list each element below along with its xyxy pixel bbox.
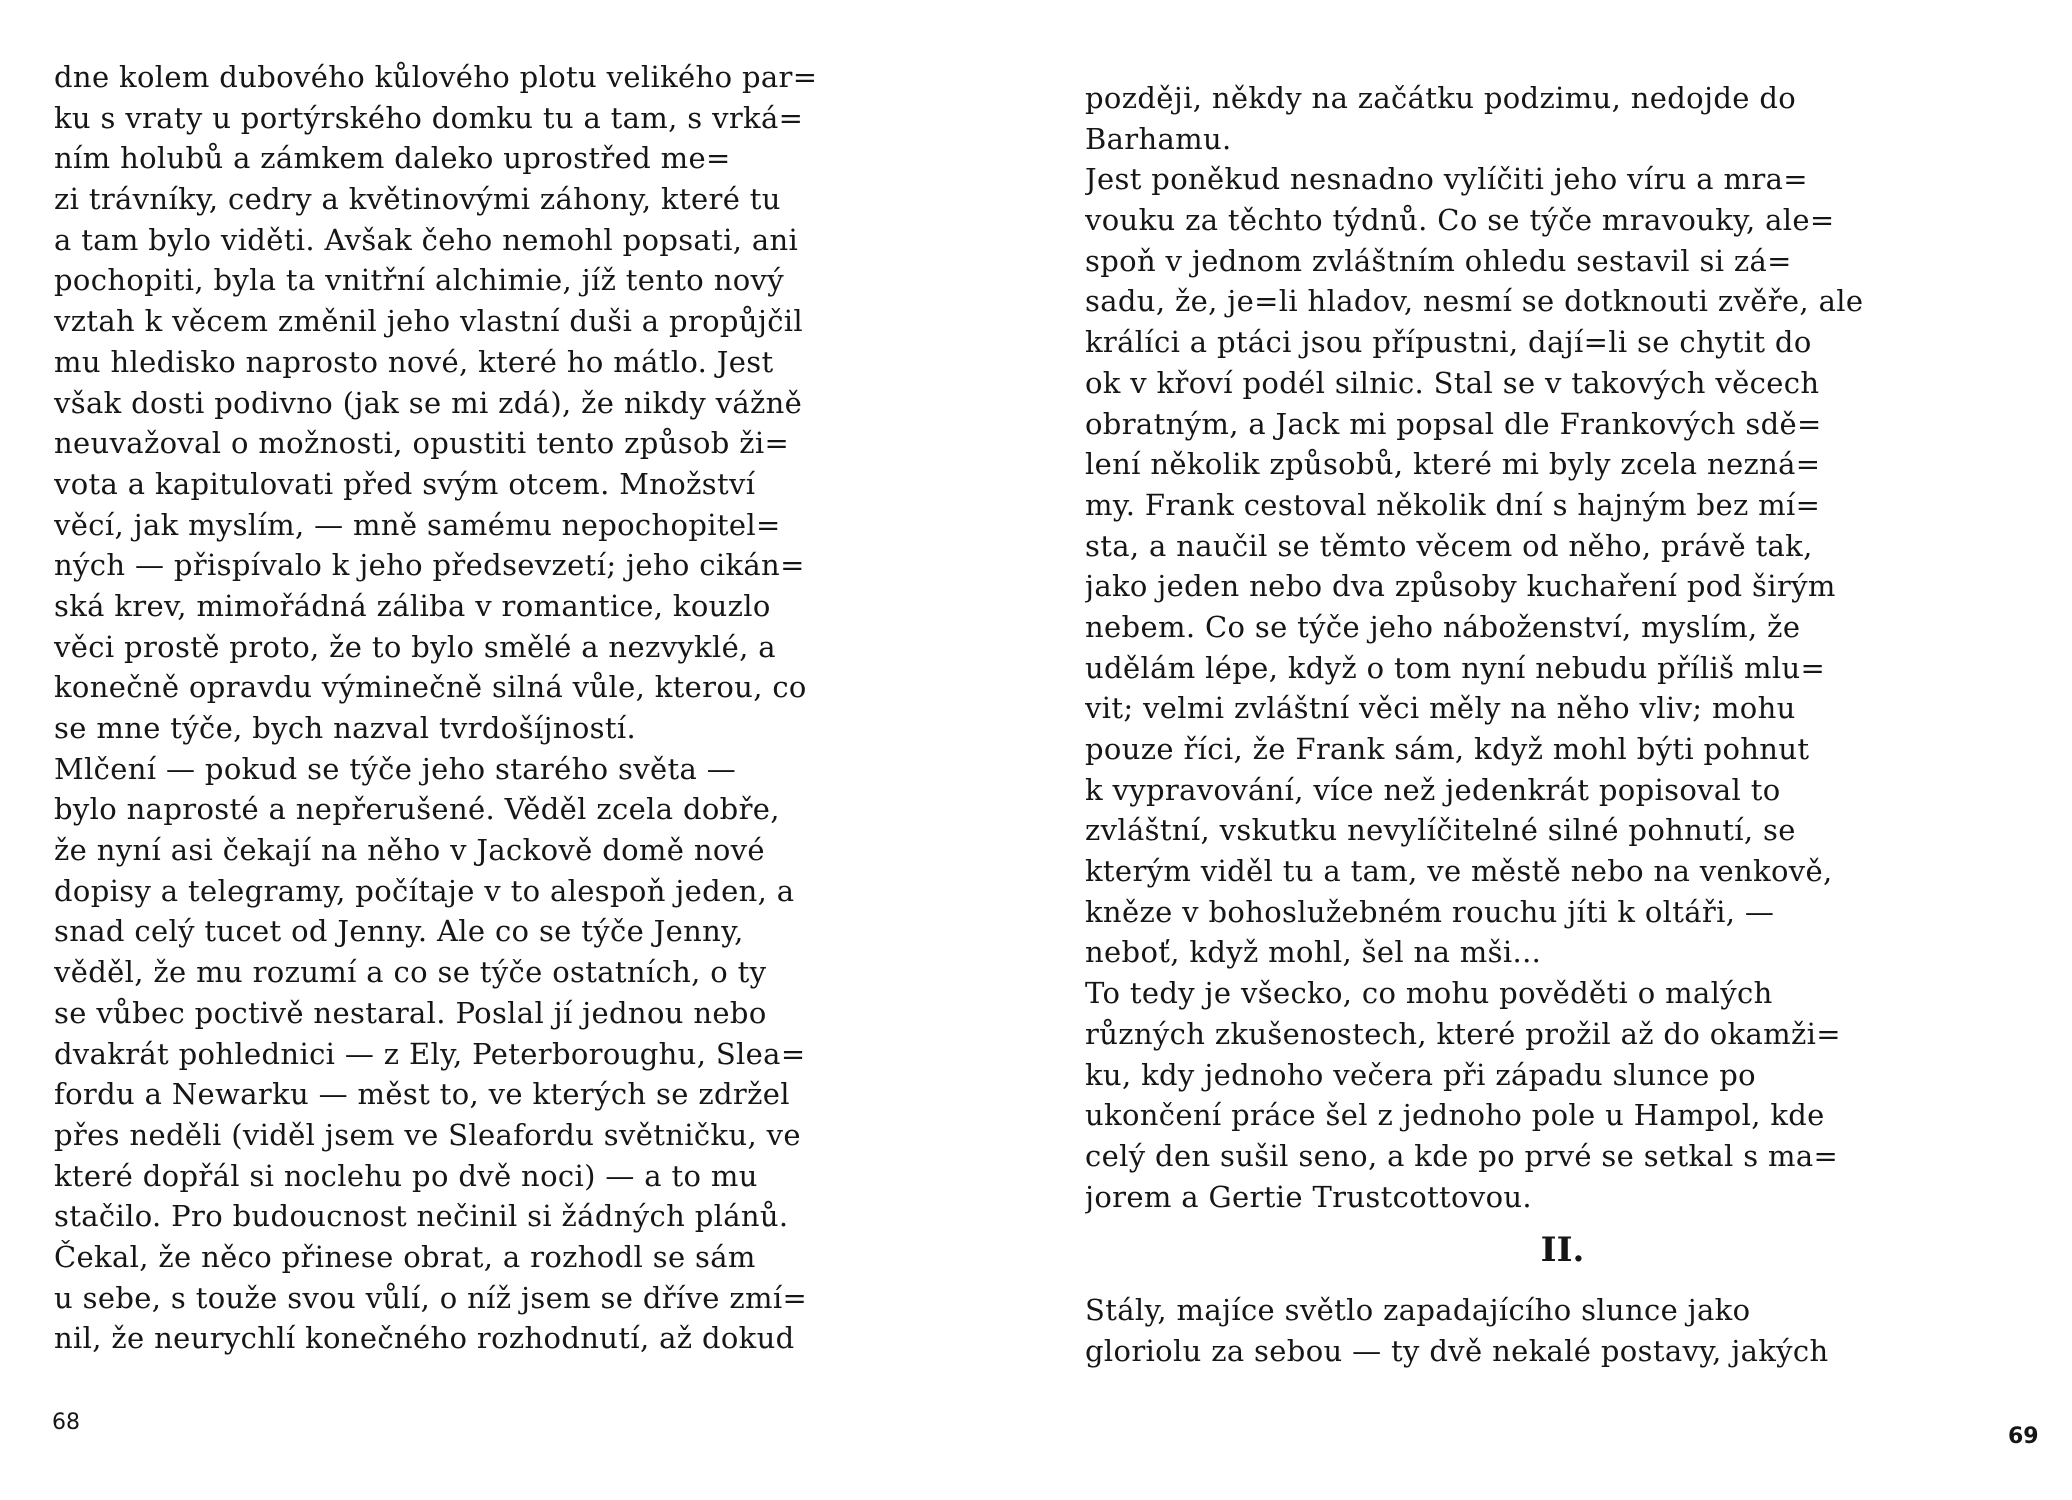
text-line: spoň v jednom zvláštním ohledu sestavil si zá= <box>1085 243 1792 278</box>
text-line: kněze v bohoslužebném rouchu jíti k oltáři, — <box>1085 894 1775 929</box>
text-line: ku, kdy jednoho večera při západu slunce po <box>1085 1057 1756 1092</box>
text-line: ných — přispívalo k jeho předsevzetí; jeho cikán= <box>54 548 805 583</box>
text-line: snad celý tucet od Jenny. Ale co se týče Jenny, <box>54 914 744 949</box>
text-line: sadu, že, je=li hladov, nesmí se dotknouti zvěře, ale <box>1085 284 1864 319</box>
text-line: u sebe, s touže svou vůlí, o níž jsem se dříve zmí= <box>54 1280 808 1315</box>
text-line: které dopřál si noclehu po dvě noci) — a to mu <box>54 1158 758 1193</box>
text-line: gloriolu za sebou — ty dvě nekalé postavy, jakých <box>1085 1333 1829 1368</box>
page-number-left: 68 <box>52 1410 80 1435</box>
text-line: sta, a naučil se těmto věcem od něho, právě tak, <box>1085 528 1813 563</box>
text-line: stačilo. Pro budoucnost nečinil si žádných plánů. <box>54 1199 789 1234</box>
text-line: celý den sušil seno, a kde po prvé se setkal s ma= <box>1085 1138 1839 1173</box>
text-line: a tam bylo viděti. Avšak čeho nemohl popsati, ani <box>54 222 799 257</box>
text-line: dopisy a telegramy, počítaje v to alespoň jeden, a <box>54 873 795 908</box>
text-line: pochopiti, byla ta vnitřní alchimie, jíž tento nový <box>54 263 784 298</box>
left-page-text <box>54 57 1014 1359</box>
text-line: mu hledisko naprosto nové, které ho mátlo. Jest <box>54 344 774 379</box>
text-line: později, někdy na začátku podzimu, nedojde do <box>1085 81 1797 115</box>
text-line: neboť, když mohl, šel na mši... <box>1085 935 1542 970</box>
text-line: neuvažoval o možnosti, opustiti tento způsob ži= <box>54 426 790 461</box>
text-line: však dosti podivno (jak se mi zdá), že nikdy vážně <box>54 385 803 420</box>
text-line: vztah k věcem změnil jeho vlastní duši a propůjčil <box>54 304 804 339</box>
text-line: ku s vraty u portýrského domku tu a tam, s vrká= <box>54 100 804 135</box>
text-line: Jest poněkud nesnadno vylíčiti jeho víru a mra= <box>1085 162 1808 197</box>
text-line: To tedy je všecko, co mohu pověděti o malých <box>1085 976 1773 1011</box>
page-number-right: 69 <box>2008 1424 2039 1449</box>
text-line: věcí, jak myslím, — mně samému nepochopitel= <box>54 507 781 542</box>
text-line: jorem a Gertie Trustcottovou. <box>1085 1179 1532 1214</box>
text-line: ukončení práce šel z jednoho pole u Hampol, kde <box>1085 1098 1825 1133</box>
text-line: vouku za těchto týdnů. Co se týče mravouky, ale= <box>1085 203 1835 238</box>
text-line: pouze říci, že Frank sám, když mohl býti pohnut <box>1085 732 1810 766</box>
text-line: Mlčení — pokud se týče jeho starého světa — <box>54 751 737 786</box>
text-line: jako jeden nebo dva způsoby kuchaření pod širým <box>1085 569 1836 604</box>
text-line: se mne týče, bych nazval tvrdošíjností. <box>54 711 637 745</box>
text-line: Čekal, že něco přinese obrat, a rozhodl se sám <box>54 1239 756 1274</box>
text-line: ok v křoví podél silnic. Stal se v takových věcech <box>1085 365 1820 400</box>
text-line: vit; velmi zvláštní věci měly na něho vliv; mohu <box>1085 691 1796 726</box>
text-line: konečně opravdu výminečně silná vůle, kterou, co <box>54 670 807 705</box>
text-line: se vůbec poctivě nestaral. Poslal jí jednou nebo <box>54 995 767 1030</box>
text-line: zvláštní, vskutku nevylíčitelné silné pohnutí, se <box>1085 813 1796 848</box>
text-line: my. Frank cestoval několik dní s hajným bez mí= <box>1085 487 1821 522</box>
text-line: kterým viděl tu a tam, ve městě nebo na venkově, <box>1085 854 1833 889</box>
right-page-text-after-heading <box>1085 1290 2040 1371</box>
text-line: Barhamu. <box>1085 121 1232 156</box>
text-line: ním holubů a zámkem daleko uprostřed me= <box>54 141 731 176</box>
text-line: k vypravování, více než jedenkrát popisoval to <box>1085 772 1781 807</box>
right-page-text <box>1085 78 2040 1217</box>
text-line: nil, že neurychlí konečného rozhodnutí, až dokud <box>54 1321 795 1356</box>
text-line: vota a kapitulovati před svým otcem. Množství <box>54 466 756 501</box>
text-line: udělám lépe, když o tom nyní nebudu příliš mlu= <box>1085 650 1826 685</box>
text-line: ská krev, mimořádná záliba v romantice, kouzlo <box>54 588 771 623</box>
text-line: že nyní asi čekají na něho v Jackově domě nové <box>54 833 765 868</box>
text-line: dvakrát pohlednici — z Ely, Peterboroughu, Slea= <box>54 1036 806 1071</box>
text-line: věci prostě proto, že to bylo smělé a nezvyklé, a <box>54 629 776 664</box>
text-line: nebem. Co se týče jeho náboženství, myslím, že <box>1085 609 1801 644</box>
text-line: Stály, majíce světlo zapadajícího slunce jako <box>1085 1293 1751 1327</box>
text-line: přes neděli (viděl jsem ve Sleafordu světničku, ve <box>54 1117 801 1152</box>
text-line: dne kolem dubového kůlového plotu velikého par= <box>54 60 818 94</box>
text-line: různých zkušenostech, které prožil až do okamži= <box>1085 1016 1841 1051</box>
text-line: obratným, a Jack mi popsal dle Frankových sdě= <box>1085 406 1822 441</box>
text-line: zi trávníky, cedry a květinovými záhony, které tu <box>54 182 781 217</box>
text-line: věděl, že mu rozumí a co se týče ostatních, o ty <box>54 955 767 990</box>
text-line: fordu a Newarku — měst to, ve kterých se zdržel <box>54 1077 790 1112</box>
text-line: králíci a ptáci jsou přípustni, dají=li se chytit do <box>1085 325 1812 360</box>
section-heading: II. <box>1540 1230 1585 1270</box>
text-line: bylo naprosté a nepřerušené. Věděl zcela dobře, <box>54 792 780 827</box>
text-line: lení několik způsobů, které mi byly zcela nezná= <box>1085 447 1821 482</box>
